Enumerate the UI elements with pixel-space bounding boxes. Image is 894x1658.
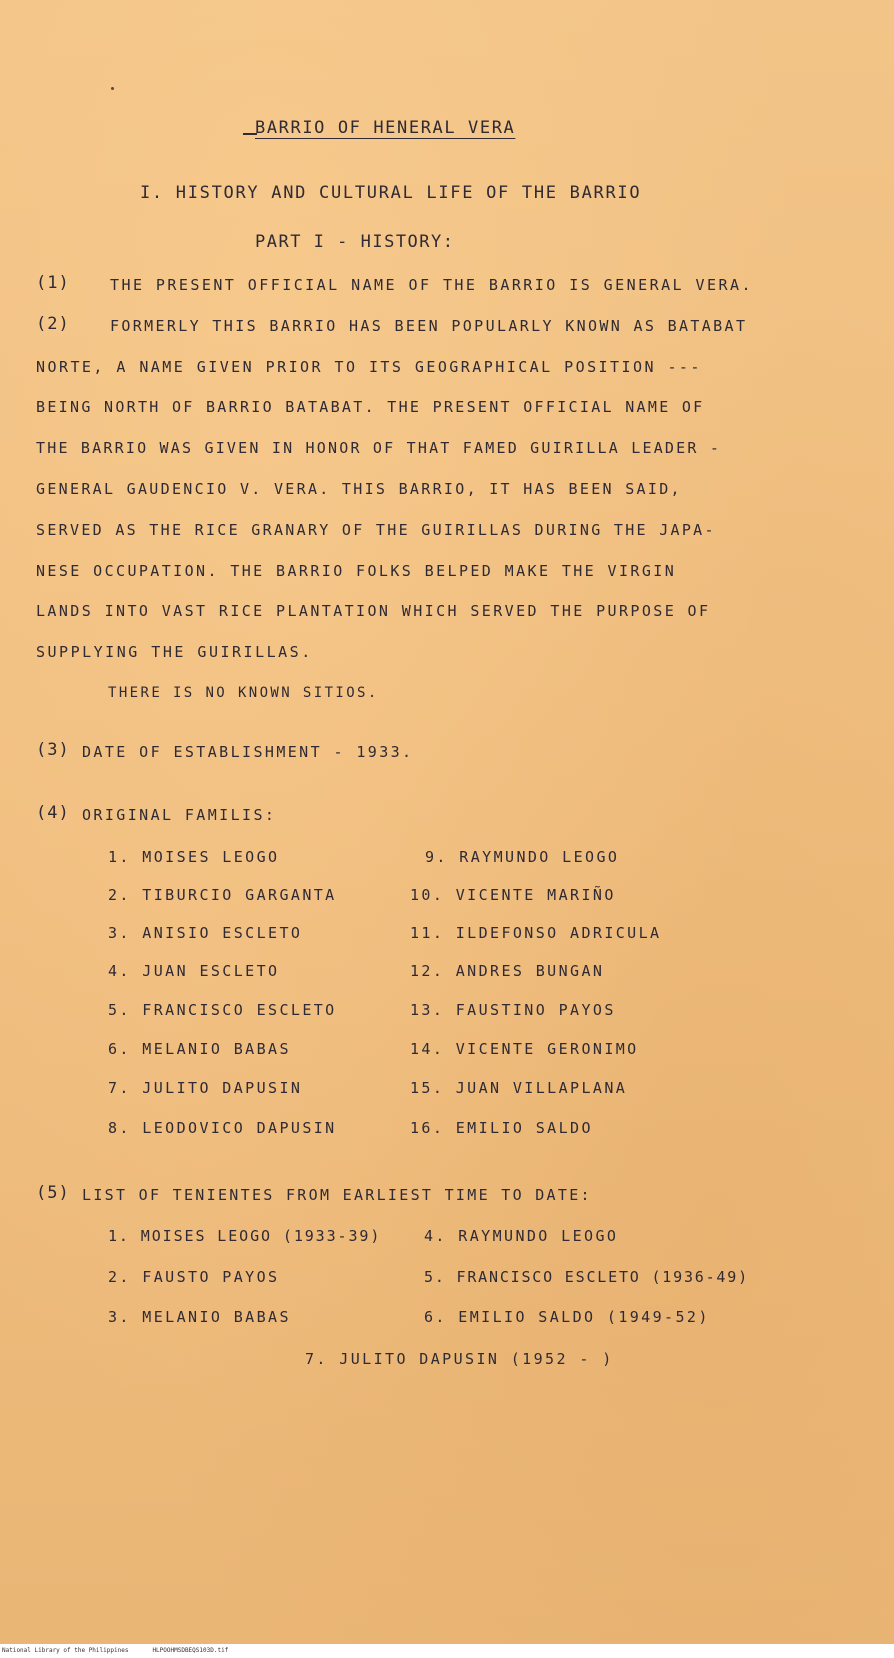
teniente-entry: 4. RAYMUNDO LEOGO [424,1227,619,1245]
teniente-entry: 6. EMILIO SALDO (1949-52) [424,1308,710,1326]
teniente-entry: 5. FRANCISCO ESCLETO (1936-49) [424,1268,749,1286]
paragraph-line: BEING NORTH OF BARRIO BATABAT. THE PRESENT OFFICIAL NAME OF [36,398,705,416]
document-title: BARRIO OF HENERAL VERA [255,118,516,138]
paragraph-line: LANDS INTO VAST RICE PLANTATION WHICH SERVED THE PURPOSE OF [36,602,711,620]
paragraph-line: NESE OCCUPATION. THE BARRIO FOLKS BELPED MAKE THE VIRGIN [36,562,677,580]
family-entry: 9. RAYMUNDO LEOGO [425,848,620,866]
establishment-date: DATE OF ESTABLISHMENT - 1933. [82,743,414,761]
sitios-note: THERE IS NO KNOWN SITIOS. [108,685,379,701]
paragraph-line: NORTE, A NAME GIVEN PRIOR TO ITS GEOGRAPHICAL POSITION --- [36,358,702,376]
section-heading: I. HISTORY AND CULTURAL LIFE OF THE BARRIO [140,183,642,203]
footer-library: National Library of the Philippines [2,1647,129,1654]
item-number: (1) [36,273,70,293]
family-entry: 12. ANDRES BUNGAN [410,962,605,980]
family-entry: 13. FAUSTINO PAYOS [410,1001,616,1019]
ink-speck [111,87,114,90]
teniente-entry-current: 7. JULITO DAPUSIN (1952 - ) [305,1350,614,1368]
family-entry: 1. MOISES LEOGO [108,848,280,866]
item-number: (4) [36,803,70,823]
teniente-entry: 3. MELANIO BABAS [108,1308,291,1326]
family-entry: 4. JUAN ESCLETO [108,962,280,980]
family-entry: 16. EMILIO SALDO [410,1119,593,1137]
family-entry: 6. MELANIO BABAS [108,1040,291,1058]
family-entry: 3. ANISIO ESCLETO [108,924,303,942]
teniente-entry: 1. MOISES LEOGO (1933-39) [108,1227,382,1245]
paragraph-line: SERVED AS THE RICE GRANARY OF THE GUIRILLAS DURING THE JAPA- [36,521,716,539]
family-entry: 11. ILDEFONSO ADRICULA [410,924,662,942]
family-entry: 10. VICENTE MARIÑO [410,886,616,904]
paragraph-line: FORMERLY THIS BARRIO HAS BEEN POPULARLY KNOWN AS BATABAT [110,317,748,335]
item-number: (3) [36,740,70,760]
tenientes-label: LIST OF TENIENTES FROM EARLIEST TIME TO DATE: [82,1186,592,1204]
family-entry: 14. VICENTE GERONIMO [410,1040,639,1058]
family-entry: 15. JUAN VILLAPLANA [410,1079,628,1097]
family-entry: 7. JULITO DAPUSIN [108,1079,303,1097]
footer-file-name: HLPOOHMSDBEQS103D.tif [152,1647,229,1654]
scan-footer [0,1644,894,1658]
teniente-entry: 2. FAUSTO PAYOS [108,1268,280,1286]
item-text: THE PRESENT OFFICIAL NAME OF THE BARRIO IS GENERAL VERA. [110,276,753,294]
paragraph-line: SUPPLYING THE GUIRILLAS. [36,643,313,661]
families-label: ORIGINAL FAMILIS: [82,806,277,824]
family-entry: 8. LEODOVICO DAPUSIN [108,1119,337,1137]
family-entry: 5. FRANCISCO ESCLETO [108,1001,337,1019]
family-entry: 2. TIBURCIO GARGANTA [108,886,337,904]
paragraph-line: GENERAL GAUDENCIO V. VERA. THIS BARRIO, IT HAS BEEN SAID, [36,480,682,498]
paragraph-line: THE BARRIO WAS GIVEN IN HONOR OF THAT FAMED GUIRILLA LEADER - [36,439,722,457]
part-heading: PART I - HISTORY: [255,232,455,252]
item-number: (5) [36,1183,70,1203]
item-number: (2) [36,314,70,334]
